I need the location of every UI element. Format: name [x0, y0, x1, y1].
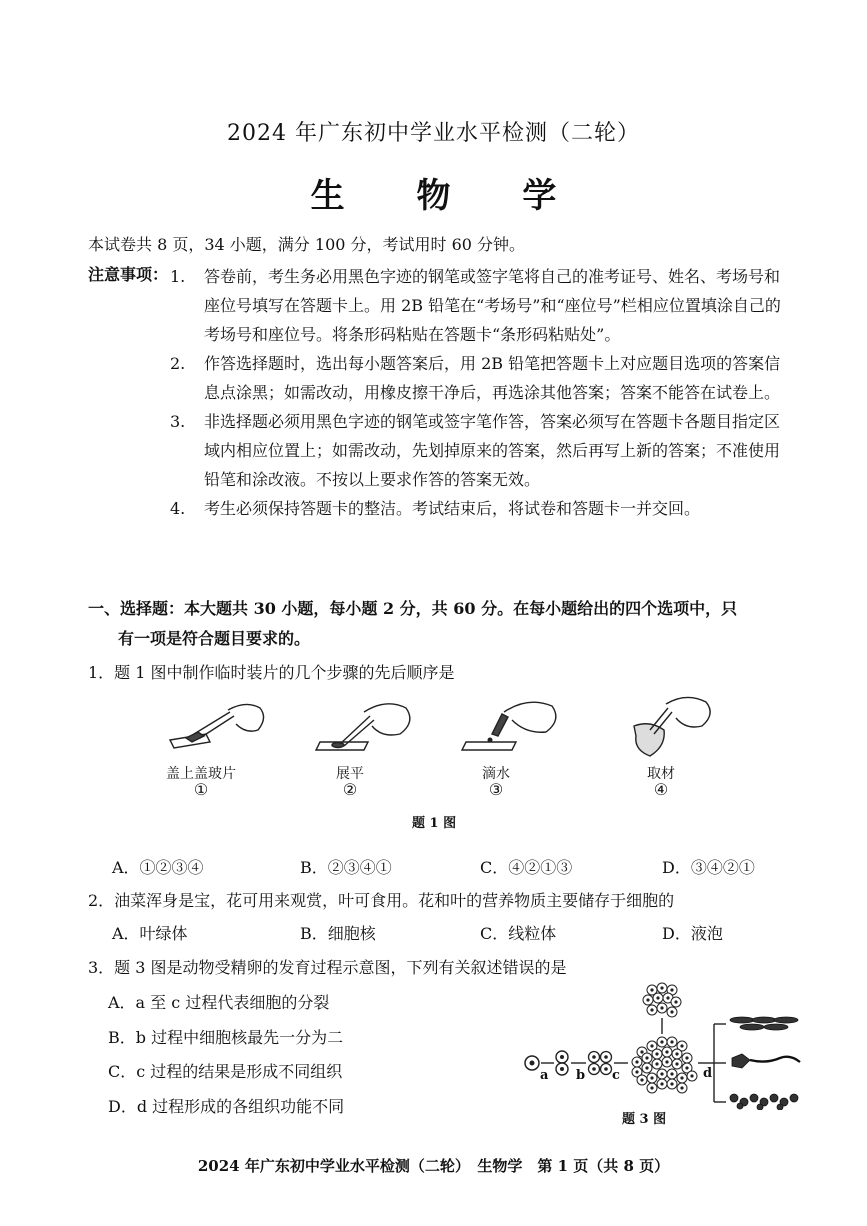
- notice-item-number: 4.: [170, 499, 186, 518]
- q1-step-label: 滴水: [482, 766, 510, 782]
- q2-option-c: C．线粒体: [480, 924, 557, 943]
- section-heading: [88, 594, 788, 654]
- q1-step-number: ①: [193, 780, 209, 799]
- q1-step-number: ④: [653, 780, 669, 799]
- q3-development-diagram: [520, 980, 810, 1110]
- section-heading-line1: 一、选择题：本大题共 30 小题，每小题 2 分，共 60 分。在每小题给出的四个选项中，只: [88, 599, 738, 618]
- tissue-cluster: [730, 1094, 798, 1110]
- q1-option-c: C．④②①③: [480, 858, 573, 877]
- section-heading-line2: 有一项是符合题目要求的。: [118, 629, 311, 648]
- flatten-illustration: [316, 704, 410, 750]
- q3-option-b: B．b 过程中细胞核最先一分为二: [108, 1028, 344, 1047]
- notice-label: 注意事项：: [88, 265, 169, 284]
- q1-figure-caption: 题 1 图: [412, 816, 457, 831]
- notice-item: [170, 262, 790, 349]
- q2-stem: 2．油菜浑身是宝，花可用来观赏，叶可食用。花和叶的营养物质主要储存于细胞的: [88, 891, 675, 910]
- subject-title: 生 物 学: [310, 176, 587, 216]
- q3-label-a: a: [540, 1068, 549, 1083]
- notice-item-text: 作答选择题时，选出每小题答案后，用 2B 铅笔把答题卡上对应题目选项的答案信息点涂黑；如需改动，用橡皮擦干净后，再选涂其他答案；答案不能答在试卷上。: [204, 354, 781, 402]
- q1-step-number: ③: [488, 780, 504, 799]
- q3-stem: 3．题 3 图是动物受精卵的发育过程示意图，下列有关叙述错误的是: [88, 958, 567, 977]
- notice-item: [170, 407, 790, 494]
- notice-item-text: 答卷前，考生务必用黑色字迹的钢笔或签字笔将自己的准考证号、姓名、考场号和座位号填写在答题卡上。用 2B 铅笔在“考场号”和“座位号”栏相应位置填涂自己的考场号和座位号。将条形码粘贴在答题卡“条形码粘贴处”。: [204, 267, 781, 344]
- q1-option-a: A．①②③④: [112, 858, 204, 877]
- notice-item-text: 非选择题必须用黑色字迹的钢笔或签字笔作答，答案必须写在答题卡各题目指定区域内相应位置上；如需改动，先划掉原来的答案，然后再写上新的答案；不准使用铅笔和涂改液。不按以上要求作答的答案无效。: [204, 412, 781, 489]
- q3-option-c: C．c 过程的结果是形成不同组织: [108, 1062, 343, 1081]
- notice-item-number: 1.: [170, 267, 186, 286]
- q3-label-b: b: [576, 1068, 586, 1083]
- notice-item: [170, 349, 790, 407]
- q1-step-label: 取材: [647, 766, 675, 782]
- notice-item-number: 3.: [170, 412, 186, 431]
- q1-option-b: B．②③④①: [300, 858, 392, 877]
- drip-water-illustration: [462, 702, 556, 750]
- q3-label-c: c: [612, 1068, 620, 1083]
- cell-mass: [632, 1037, 697, 1093]
- q3-figure-caption: 题 3 图: [622, 1112, 667, 1127]
- q1-step-illustrations: [150, 690, 730, 762]
- q2-option-d: D．液泡: [662, 924, 723, 943]
- q3-option-a: A．a 至 c 过程代表细胞的分裂: [108, 993, 330, 1012]
- notice-item-text: 考生必须保持答题卡的整洁。考试结束后，将试卷和答题卡一并交回。: [204, 499, 701, 518]
- notice-list: [170, 262, 790, 523]
- q2-option-a: A．叶绿体: [112, 924, 188, 943]
- exam-title: 2024 年广东初中学业水平检测（二轮）: [227, 121, 640, 146]
- q2-option-b: B．细胞核: [300, 924, 376, 943]
- q1-stem: 1．题 1 图中制作临时装片的几个步骤的先后顺序是: [88, 663, 455, 682]
- q1-step-number: ②: [342, 780, 358, 799]
- q1-step-label: 展平: [336, 766, 364, 782]
- notice-item: [170, 494, 790, 523]
- exam-intro: 本试卷共 8 页，34 小题，满分 100 分，考试用时 60 分钟。: [88, 235, 526, 254]
- take-material-illustration: [634, 697, 710, 756]
- page-footer: 2024 年广东初中学业水平检测（二轮） 生物学 第 1 页（共 8 页）: [197, 1157, 670, 1175]
- tissue-sheet: [730, 1017, 798, 1030]
- cover-slip-illustration: [170, 704, 264, 748]
- q1-step-label: 盖上盖玻片: [166, 766, 236, 782]
- q3-label-d: d: [703, 1066, 713, 1081]
- notice-item-number: 2.: [170, 354, 186, 373]
- tissue-nerve: [732, 1054, 800, 1068]
- q1-option-d: D．③④②①: [662, 858, 755, 877]
- q3-option-d: D．d 过程形成的各组织功能不同: [108, 1097, 345, 1116]
